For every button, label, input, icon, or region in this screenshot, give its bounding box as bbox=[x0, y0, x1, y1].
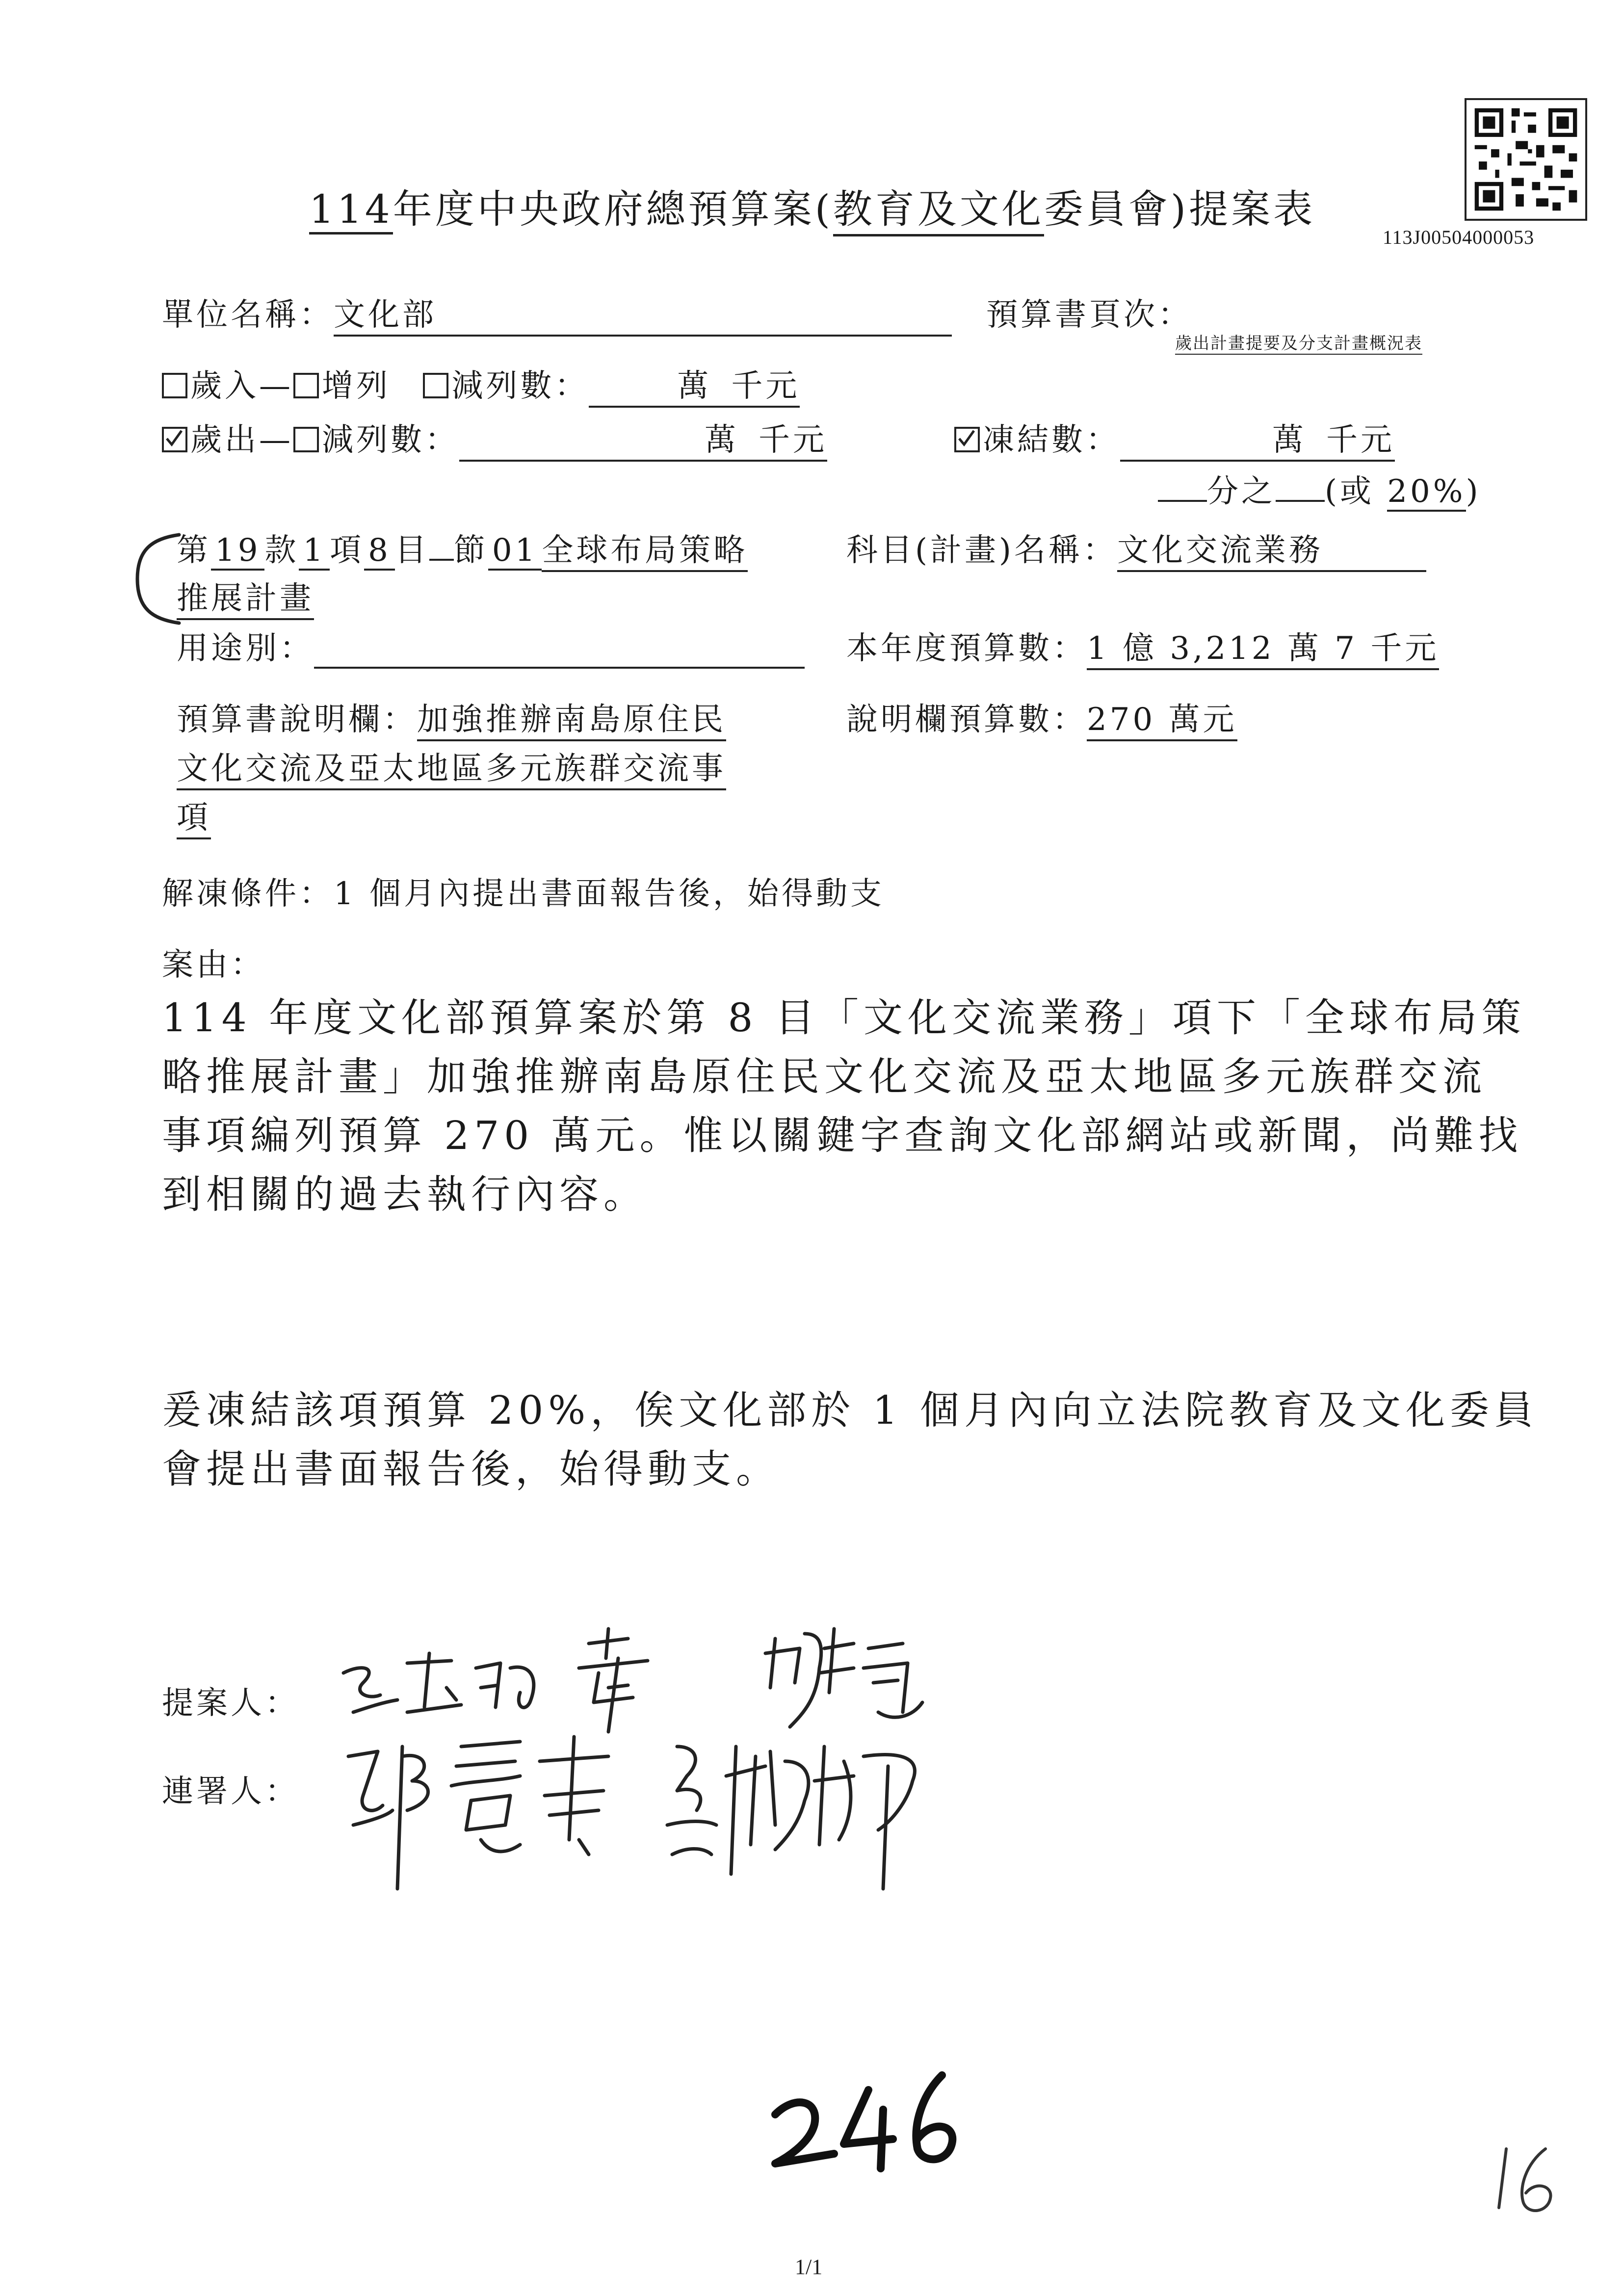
item-mu: 8 bbox=[364, 532, 395, 571]
annual-budget-row bbox=[846, 623, 1439, 670]
freeze-qian: 千元 bbox=[1307, 415, 1395, 462]
item-di: 第 bbox=[177, 532, 211, 569]
title-year: 114 bbox=[309, 186, 393, 235]
handwritten-page-16 bbox=[1487, 2139, 1565, 2218]
resolution-line: 爰凍結該項預算 20%，俟文化部於 1 個月內向立法院教育及文化委員 bbox=[162, 1387, 1538, 1433]
unit-label: 單位名稱： bbox=[162, 297, 334, 333]
subject-label: 科目(計畫)名稱： bbox=[846, 532, 1117, 569]
subject-row bbox=[846, 525, 1426, 572]
fraction-blank-1 bbox=[1158, 500, 1207, 502]
budget-page-note: 歲出計畫提要及分支計畫概況表 bbox=[1175, 330, 1422, 355]
freeze-percent: 20% bbox=[1387, 473, 1466, 512]
qr-code-number: 113J00504000053 bbox=[1383, 226, 1535, 248]
revenue-qian: 千元 bbox=[711, 361, 800, 408]
cosigner-signature bbox=[334, 1727, 1021, 1913]
reason-line: 114 年度文化部預算案於第 8 目「文化交流業務」項下「全球布局策 bbox=[162, 995, 1526, 1041]
revenue-wan: 萬 bbox=[589, 361, 711, 408]
revenue-checkbox[interactable] bbox=[162, 373, 187, 398]
explanation-row-2 bbox=[177, 743, 726, 790]
item-mu-label: 目 bbox=[394, 532, 429, 569]
usage-label: 用途別： bbox=[177, 630, 314, 667]
annual-budget-value: 1 億 3,212 萬 7 千元 bbox=[1087, 623, 1439, 670]
reason-line: 事項編列預算 270 萬元。惟以關鍵字查詢文化部網站或新聞，尚難找 bbox=[162, 1113, 1523, 1158]
item-jie: 01 bbox=[488, 532, 542, 571]
item-xiang-label: 項 bbox=[330, 532, 365, 569]
title-committee: 教育及文化 bbox=[833, 178, 1044, 236]
subject-value: 文化交流業務 bbox=[1117, 525, 1426, 572]
handwritten-number-text bbox=[765, 2178, 766, 2179]
item-blank bbox=[429, 559, 454, 561]
explanation-budget-value: 270 萬元 bbox=[1087, 694, 1237, 741]
freeze-fraction-row bbox=[1158, 466, 1481, 512]
unit-value: 文化部 bbox=[334, 289, 952, 337]
fraction-label: 分之 bbox=[1207, 473, 1276, 510]
reason-line: 略推展計畫」加強推辦南島原住民文化交流及亞太地區多元族群交流 bbox=[162, 1054, 1487, 1099]
unfreeze-value: 1 個月內提出書面報告後，始得動支 bbox=[334, 876, 885, 912]
footer-page-number: 1/1 bbox=[795, 2255, 823, 2279]
revenue-row bbox=[162, 361, 800, 408]
freeze-checkbox[interactable] bbox=[954, 427, 980, 452]
check-icon bbox=[163, 428, 184, 449]
budget-page-label: 預算書頁次： bbox=[986, 297, 1192, 333]
plan-name-line2: 推展計畫 bbox=[177, 573, 314, 620]
title-part3: 委員會)提案表 bbox=[1044, 186, 1316, 232]
explanation-row bbox=[177, 694, 726, 741]
freeze-wan: 萬 bbox=[1120, 415, 1307, 462]
qr-code bbox=[1465, 98, 1587, 221]
resolution-line: 會提出書面報告後，始得動支。 bbox=[162, 1446, 780, 1492]
reason-label: 案由： bbox=[162, 947, 265, 983]
qr-code-pattern bbox=[1467, 100, 1585, 219]
plan-name-line1: 全球布局策略 bbox=[542, 525, 748, 572]
freeze-label: 凍結數： bbox=[983, 422, 1120, 458]
cosigner-label: 連署人： bbox=[162, 1774, 299, 1810]
expense-checkbox[interactable] bbox=[162, 427, 187, 452]
decrease-label: 減列數： bbox=[451, 368, 589, 404]
increase-label: 增列 bbox=[322, 368, 391, 404]
annual-budget-label: 本年度預算數： bbox=[846, 630, 1087, 667]
item-row bbox=[177, 525, 748, 572]
revenue-prefix: 歲入— bbox=[190, 368, 293, 404]
explanation-row-3 bbox=[177, 792, 211, 839]
expense-row bbox=[162, 415, 827, 462]
expense-qian: 千元 bbox=[739, 415, 827, 462]
item-xiang: 1 bbox=[299, 532, 330, 571]
usage-row bbox=[177, 623, 805, 669]
handwritten-number-246 bbox=[765, 2065, 981, 2173]
proposer-label: 提案人： bbox=[162, 1685, 299, 1722]
expense-decrease-label: 減列數： bbox=[322, 422, 459, 458]
freeze-row bbox=[954, 415, 1395, 462]
unit-name-row bbox=[162, 289, 952, 337]
unfreeze-label: 解凍條件： bbox=[162, 876, 334, 912]
increase-checkbox[interactable] bbox=[293, 373, 319, 398]
title-part1: 年度中央政府總預算案( bbox=[393, 186, 833, 232]
usage-value bbox=[314, 630, 805, 669]
expense-decrease-checkbox[interactable] bbox=[293, 427, 319, 452]
explanation-line3: 項 bbox=[177, 792, 211, 839]
check-icon bbox=[955, 428, 977, 449]
explanation-label: 預算書說明欄： bbox=[177, 702, 417, 738]
pct-close: ) bbox=[1466, 473, 1481, 510]
reason-line: 到相關的過去執行內容。 bbox=[162, 1172, 648, 1217]
explanation-budget-row bbox=[846, 694, 1237, 741]
item-kuan-label: 款 bbox=[264, 532, 299, 569]
expense-wan: 萬 bbox=[459, 415, 739, 462]
item-kuan: 19 bbox=[211, 532, 264, 571]
pct-open: (或 bbox=[1325, 473, 1388, 510]
explanation-line2: 文化交流及亞太地區多元族群交流事 bbox=[177, 743, 726, 790]
expense-prefix: 歲出— bbox=[190, 422, 293, 458]
explanation-line1: 加強推辦南島原住民 bbox=[417, 694, 726, 741]
decrease-checkbox[interactable] bbox=[423, 373, 448, 398]
item-jie-label: 節 bbox=[453, 532, 488, 569]
fraction-blank-2 bbox=[1276, 500, 1325, 502]
explanation-budget-label: 說明欄預算數： bbox=[846, 702, 1087, 738]
unfreeze-row bbox=[162, 868, 885, 913]
page-title bbox=[309, 178, 1315, 236]
proposer-signature bbox=[334, 1614, 1045, 1742]
plan-row-2 bbox=[177, 573, 314, 620]
